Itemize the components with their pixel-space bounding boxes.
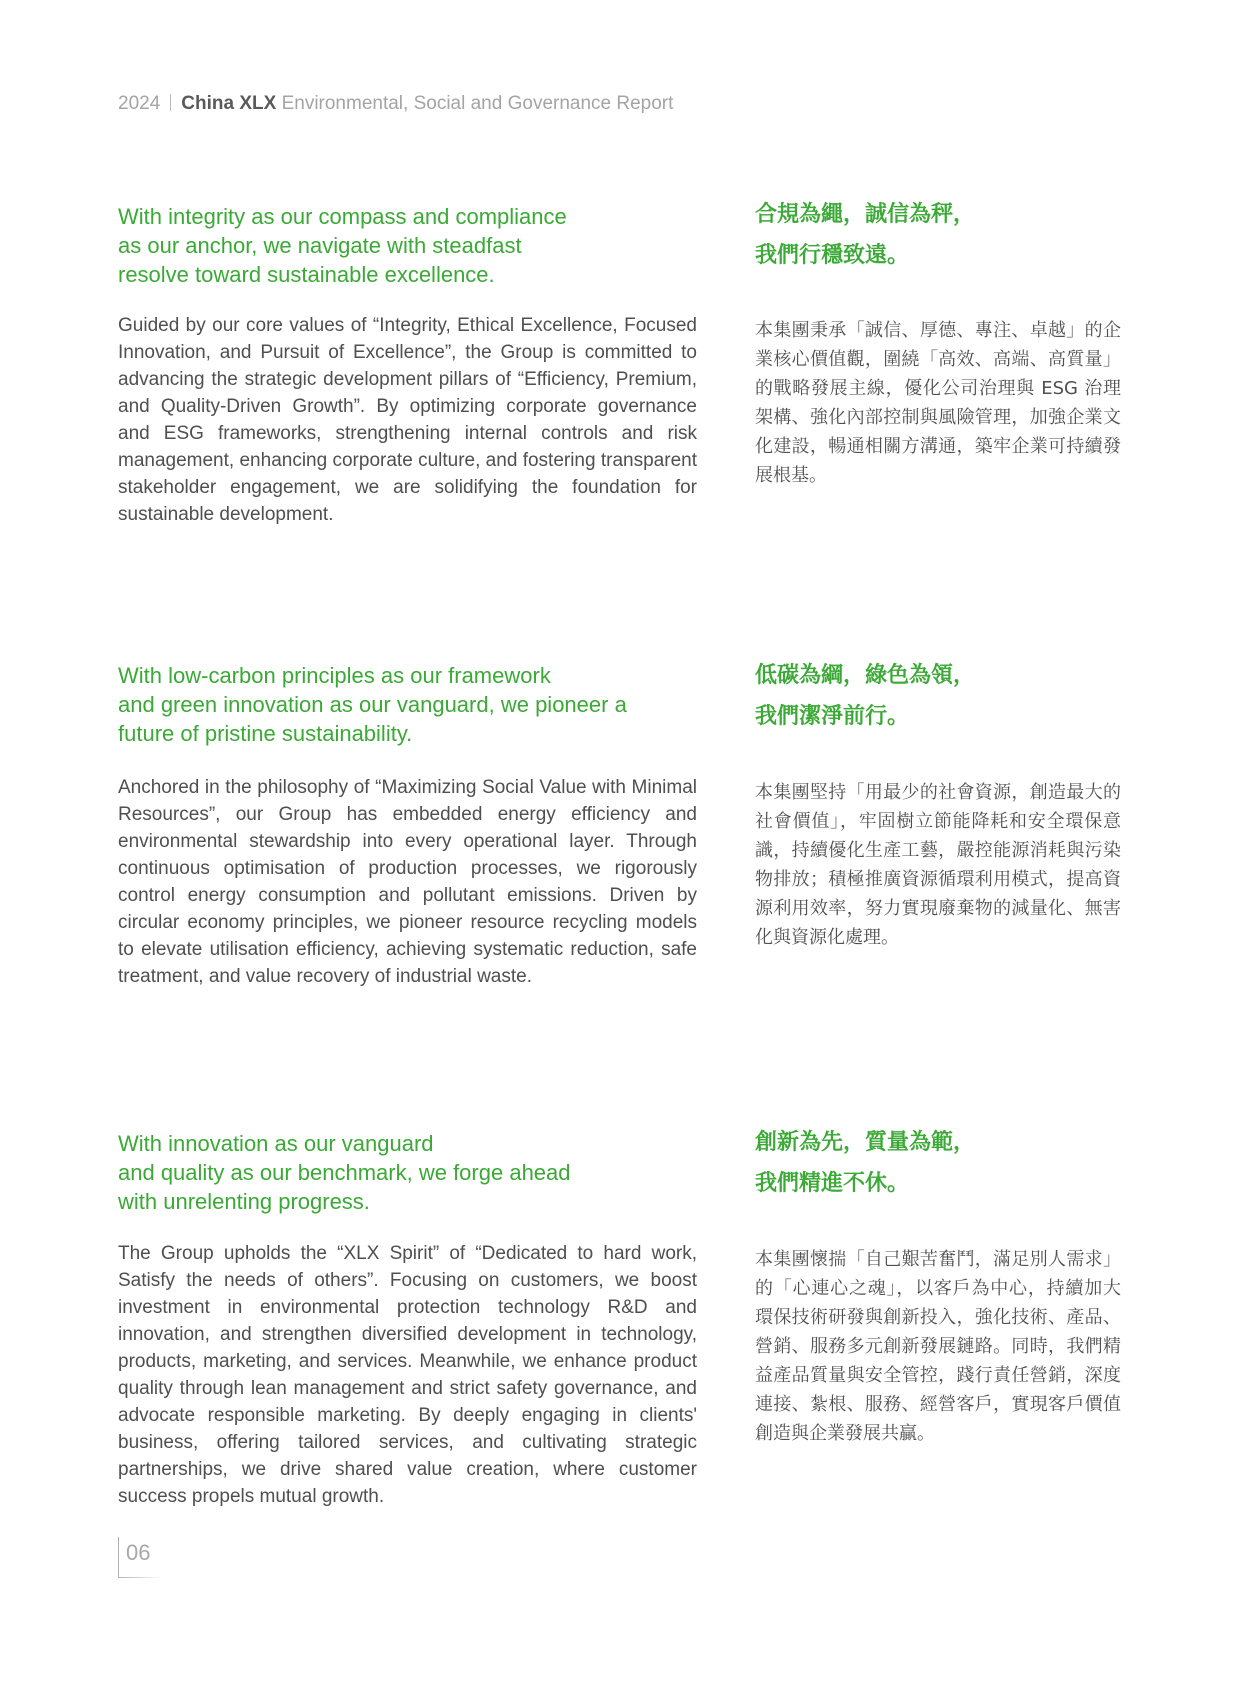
heading-line: 創新為先，質量為範， [755, 1130, 976, 1155]
report-header [118, 93, 673, 115]
section-body-en: Guided by our core values of “Integrity, Ethical Excellence, Focused Innovation, and Pursuit of Excellence”, the Group is committed to advancing the strategic development pillars of “Efficiency, Premium, and Quality-Driven Growth”. By optimizing corporate governance and ESG frameworks, strengthening internal controls and risk management, enhancing corporate culture, and fostering transparent stakeholder engagement, we are solidifying the foundation for sustainable development. [118, 315, 697, 525]
header-divider [170, 94, 171, 111]
section-heading-zh [755, 1122, 1175, 1204]
report-year: 2024 [118, 93, 161, 114]
section-body-en: Anchored in the philosophy of “Maximizing Social Value with Minimal Resources”, our Group has embedded energy efficiency and environmental stewardship into every operational layer. Through continuous optimisation of production processes, we rigorously control energy consumption and pollutant emissions. Driven by circular economy principles, we pioneer resource recycling models to elevate utilisation efficiency, achieving systematic reduction, safe treatment, and value recovery of industrial waste. [118, 777, 697, 987]
section-body-zh: 本集團秉承「誠信、厚德、專注、卓越」的企業核心價值觀，圍繞「高效、高端、高質量」的戰略發展主線，優化公司治理與 ESG 治理架構、強化內部控制與風險管理，加強企業文化建設，暢通相關方溝通，築牢企業可持續發展根基。 [755, 320, 1121, 486]
section-body-en: The Group upholds the “XLX Spirit” of “Dedicated to hard work, Satisfy the needs of others”. Focusing on customers, we boost investment in environmental protection technology R&D and innovation, and strengthen diversified development in technology, products, marketing, and services. Meanwhile, we enhance product quality through lean management and strict safety governance, and advocate responsible marketing. By deeply engaging in clients' business, offering tailored services, and cultivating strategic partnerships, we drive shared value creation, where customer success propels mutual growth. [118, 1243, 697, 1507]
heading-line: with unrelenting progress. [118, 1189, 370, 1214]
section-body-zh: 本集團堅持「用最少的社會資源，創造最大的社會價值」，牢固樹立節能降耗和安全環保意識，持續優化生產工藝，嚴控能源消耗與污染物排放；積極推廣資源循環利用模式，提高資源利用效率，努力實現廢棄物的減量化、無害化與資源化處理。 [755, 782, 1121, 948]
section-heading-en [118, 202, 718, 289]
heading-line: 低碳為綱，綠色為領， [755, 663, 976, 688]
page-number-underline [118, 1577, 162, 1578]
heading-line: and quality as our benchmark, we forge ahead [118, 1160, 571, 1185]
section-heading-en [118, 661, 718, 748]
section-heading-zh [755, 655, 1175, 737]
heading-line: future of pristine sustainability. [118, 721, 413, 746]
heading-line: 我們精進不休。 [755, 1171, 910, 1196]
heading-line: as our anchor, we navigate with steadfast [118, 233, 522, 258]
heading-line: 合規為繩，誠信為秤， [755, 202, 976, 227]
heading-line: 我們行穩致遠。 [755, 243, 910, 268]
heading-line: With integrity as our compass and compliance [118, 204, 567, 229]
heading-line: With low-carbon principles as our framework [118, 663, 551, 688]
heading-line: and green innovation as our vanguard, we pioneer a [118, 692, 627, 717]
company-name: China XLX [181, 93, 277, 114]
section-heading-en [118, 1129, 718, 1216]
report-title: Environmental, Social and Governance Report [281, 93, 674, 114]
section-heading-zh [755, 194, 1175, 276]
heading-line: resolve toward sustainable excellence. [118, 262, 495, 287]
heading-line: With innovation as our vanguard [118, 1131, 434, 1156]
section-body-zh: 本集團懷揣「自己艱苦奮鬥，滿足別人需求」的「心連心之魂」，以客戶為中心，持續加大環保技術研發與創新投入，強化技術、產品、營銷、服務多元創新發展鏈路。同時，我們精益產品質量與安全管控，踐行責任營銷，深度連接、紮根、服務、經營客戶，實現客戶價值創造與企業發展共贏。 [755, 1249, 1121, 1444]
page-number: 06 [126, 1540, 151, 1565]
heading-line: 我們潔淨前行。 [755, 704, 910, 729]
